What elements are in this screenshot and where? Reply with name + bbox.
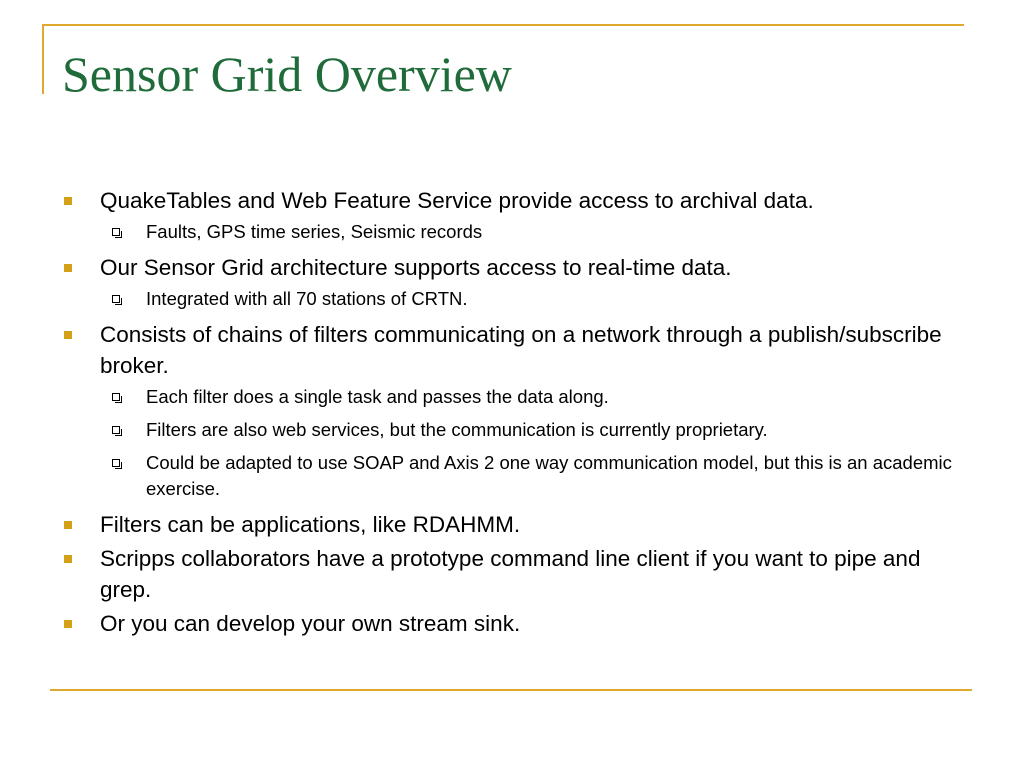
sub-bullet-text: Each filter does a single task and passes the data along. (146, 386, 609, 407)
square-bullet-icon (64, 331, 72, 339)
sub-bullet-item (62, 384, 952, 410)
sub-bullet-text: Filters are also web services, but the communication is currently proprietary. (146, 419, 768, 440)
bullet-text: Filters can be applications, like RDAHMM. (100, 512, 521, 537)
bullet-item (62, 608, 952, 639)
bullet-text: Consists of chains of filters communicating on a network through a publish/subscribe broker. (100, 322, 942, 378)
sub-bullet-text: Could be adapted to use SOAP and Axis 2 one way communication model, but this is an academic exercise. (146, 452, 952, 499)
sub-bullet-item (62, 219, 952, 245)
bullet-item (62, 185, 952, 216)
frame-bottom-rule (50, 689, 972, 691)
bullet-text: Or you can develop your own stream sink. (100, 611, 521, 636)
square-bullet-icon (64, 620, 72, 628)
sub-bullet-item (62, 417, 952, 443)
shadowed-square-bullet-icon (112, 426, 120, 434)
bullet-item (62, 319, 952, 381)
bullet-item (62, 543, 952, 605)
frame-top-rule (42, 24, 964, 26)
square-bullet-icon (64, 521, 72, 529)
shadowed-square-bullet-icon (112, 228, 120, 236)
square-bullet-icon (64, 197, 72, 205)
shadowed-square-bullet-icon (112, 295, 120, 303)
bullet-item (62, 509, 952, 540)
sub-bullet-item (62, 450, 952, 502)
sub-bullet-text: Integrated with all 70 stations of CRTN. (146, 288, 468, 309)
bullet-text: Our Sensor Grid architecture supports access to real-time data. (100, 255, 732, 280)
shadowed-square-bullet-icon (112, 393, 120, 401)
square-bullet-icon (64, 555, 72, 563)
shadowed-square-bullet-icon (112, 459, 120, 467)
frame-left-rule (42, 24, 44, 94)
slide-title: Sensor Grid Overview (62, 46, 512, 102)
square-bullet-icon (64, 264, 72, 272)
bullet-text: QuakeTables and Web Feature Service provide access to archival data. (100, 188, 814, 213)
bullet-item (62, 252, 952, 283)
slide-content (62, 185, 952, 642)
bullet-text: Scripps collaborators have a prototype command line client if you want to pipe and grep. (100, 546, 921, 602)
sub-bullet-item (62, 286, 952, 312)
sub-bullet-text: Faults, GPS time series, Seismic records (146, 221, 483, 242)
